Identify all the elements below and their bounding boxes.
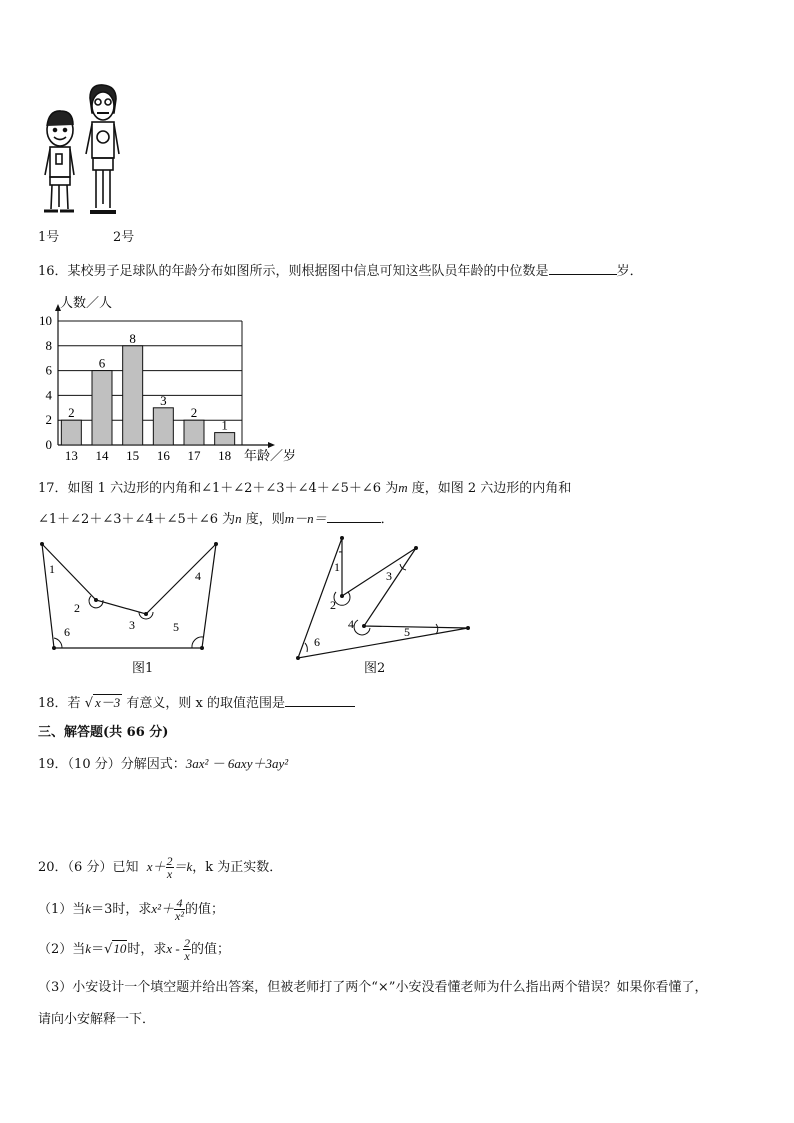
part-text: 的值； <box>184 902 224 917</box>
figure-1-caption: 图1 <box>132 661 154 676</box>
angle-label-3: 3 <box>386 569 392 583</box>
var-m: m <box>398 480 408 495</box>
y-tick-label: 4 <box>45 387 52 403</box>
answer-blank[interactable] <box>549 262 617 275</box>
age-bar-chart <box>28 290 318 470</box>
question-20 <box>38 852 282 882</box>
question-number: 19． <box>38 757 68 772</box>
question-text: ，k 为正实数． <box>192 860 283 875</box>
part-text: （2）当 <box>38 942 86 957</box>
x-tick-label: 16 <box>156 448 170 463</box>
question-text: 分解因式： <box>120 757 186 772</box>
angle-label-1: 1 <box>334 560 340 574</box>
sqrt-expression: √10 <box>104 941 127 957</box>
fraction <box>166 855 174 880</box>
angle-label-6: 6 <box>314 635 320 649</box>
y-tick-label: 10 <box>39 313 52 328</box>
angle-label-3: 3 <box>129 618 135 632</box>
question-16 <box>38 262 643 280</box>
part-text: ＝3时，求 <box>91 902 152 917</box>
part-text: ＝ <box>91 942 105 957</box>
data-label: 8 <box>129 330 136 346</box>
fraction-numerator: 2 <box>166 854 173 868</box>
var-n: n <box>235 511 242 526</box>
question-20-part-3-line-2: 请向小安解释一下． <box>38 1012 156 1027</box>
answer-blank[interactable] <box>327 510 381 523</box>
question-19 <box>38 756 288 773</box>
players-illustration <box>36 80 126 220</box>
fraction <box>183 937 191 962</box>
question-17-line-1 <box>38 480 571 497</box>
question-18 <box>38 694 355 712</box>
radicand: x－3 <box>95 695 121 710</box>
bar <box>61 420 81 445</box>
angle-label-6: 6 <box>64 625 70 639</box>
question-number: 18． <box>38 696 68 711</box>
figure-2-hexagon <box>290 534 480 664</box>
sqrt-expression: √ x－3 <box>84 695 121 711</box>
part-text: （1）当 <box>38 902 86 917</box>
player-2-label: 2号 <box>113 230 135 245</box>
fraction-denominator: x <box>166 867 173 881</box>
figure-1-hexagon <box>36 538 226 658</box>
player-1-figure <box>44 111 74 211</box>
angle-label-4: 4 <box>348 617 354 631</box>
x-tick-label: 15 <box>126 448 140 463</box>
question-17-line-2 <box>38 510 394 528</box>
angle-label-1: 1 <box>49 562 55 576</box>
question-number: 20． <box>38 860 68 875</box>
player-2-figure <box>86 85 119 212</box>
x-tick-label: 14 <box>95 448 109 463</box>
question-20-part-3-line-1: （3）小安设计一个填空题并给出答案，但被老师打了两个“×”小安没看懂老师为什么指出两个错误？如果你看懂了， <box>38 980 708 995</box>
y-tick-label: 0 <box>45 437 52 452</box>
figure-2-caption: 图2 <box>364 661 386 676</box>
x-tick-label: 13 <box>64 448 78 463</box>
data-label: 1 <box>221 417 228 433</box>
question-20-part-1 <box>38 894 224 924</box>
question-text: 度，如图 2 六边形的内角和 <box>407 481 572 496</box>
bar <box>123 346 143 445</box>
expression: m－n＝ <box>284 511 327 526</box>
bar <box>153 408 173 445</box>
y-tick-label: 6 <box>45 362 52 378</box>
fraction-numerator: 2 <box>184 936 190 950</box>
question-text: 如图 1 六边形的内角和∠1＋∠2＋∠3＋∠4＋∠5＋∠6 为 <box>67 481 399 496</box>
bar <box>92 371 112 445</box>
y-tick-label: 8 <box>45 337 52 353</box>
section-title: 三、解答题(共 66 分) <box>38 725 169 740</box>
data-label: 6 <box>98 355 106 371</box>
var-k: k <box>85 941 92 956</box>
fraction-denominator: x <box>184 949 190 963</box>
figure-1-angle-labels <box>49 562 201 639</box>
question-text-end: ． <box>380 512 394 527</box>
expression: 3ax² － 6axy＋3ay² <box>185 756 289 771</box>
y-tick-label: 2 <box>45 412 52 428</box>
fraction-numerator: 4 <box>174 897 185 910</box>
question-text: ∠1＋∠2＋∠3＋∠4＋∠5＋∠6 为 <box>38 512 236 527</box>
angle-label-5: 5 <box>404 625 410 639</box>
question-text: 若 <box>67 696 81 711</box>
fraction-denominator: x² <box>175 909 184 923</box>
x-axis-label: 年龄／岁 <box>244 448 297 463</box>
question-text: 有意义，则 x 的取值范围是 <box>122 696 286 711</box>
question-text-end: 岁． <box>616 264 643 279</box>
data-label: 2 <box>190 405 198 421</box>
question-points: （6 分） <box>67 860 113 875</box>
expression: x - <box>166 941 183 956</box>
expression: x²＋ <box>151 901 175 916</box>
answer-blank[interactable] <box>285 694 355 707</box>
question-20-part-2 <box>38 934 230 964</box>
question-points: （10 分） <box>67 757 121 772</box>
x-tick-label: 18 <box>218 448 232 463</box>
var-k: k <box>85 901 92 916</box>
angle-label-2: 2 <box>74 601 80 615</box>
part-text: 时，求 <box>127 942 167 957</box>
angle-label-4: 4 <box>195 569 201 583</box>
radicand: 10 <box>113 941 127 956</box>
expression: x＋ <box>146 859 166 874</box>
question-text: 度，则 <box>241 512 285 527</box>
question-text: 已知 <box>112 860 139 875</box>
question-text: 某校男子足球队的年龄分布如图所示，则根据图中信息可知这些队员年龄的中位数是 <box>67 264 549 279</box>
part-text: 的值； <box>191 942 231 957</box>
x-tick-label: 17 <box>187 448 201 463</box>
bar <box>184 420 204 445</box>
fraction <box>174 897 185 922</box>
y-axis-label: 人数／人 <box>60 295 113 310</box>
angle-label-2: 2 <box>330 598 336 612</box>
expression: ＝k <box>173 859 193 874</box>
data-label: 3 <box>160 392 167 408</box>
question-number: 16． <box>38 264 68 279</box>
question-number: 17． <box>38 481 68 496</box>
data-label: 2 <box>68 405 75 421</box>
player-1-label: 1号 <box>38 230 60 245</box>
angle-label-5: 5 <box>173 620 179 634</box>
bar <box>215 433 235 445</box>
